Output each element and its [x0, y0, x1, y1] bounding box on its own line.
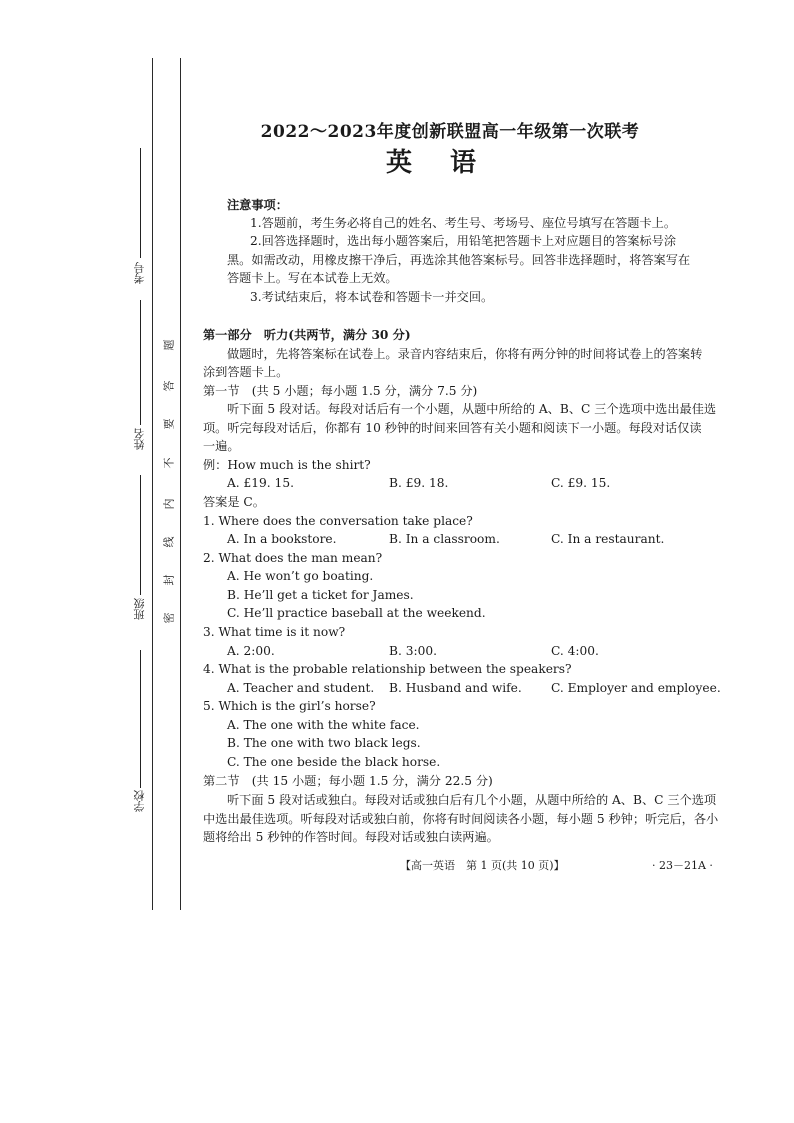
notice-line: 2.回答选择题时，选出每小题答案后，用铅笔把答题卡上对应题目的答案标号涂	[250, 234, 677, 248]
part-intro: 做题时，先将答案标在试卷上。录音内容结束后，你将有两分钟的时间将试卷上的答案转	[227, 347, 703, 361]
line-name	[140, 300, 141, 425]
margin-line-left	[152, 58, 153, 910]
part-heading: 第一部分 听力(共两节，满分 30 分)	[203, 328, 411, 342]
option-a: A. In a bookstore.	[227, 532, 337, 546]
section-instructions: 一遍。	[203, 439, 240, 453]
question: 2. What does the man mean?	[203, 551, 383, 565]
notice-line: 答题卡上。写在本试卷上无效。	[227, 271, 398, 285]
label-name: 姓名	[133, 428, 146, 450]
label-school: 学校	[133, 790, 146, 812]
seal-char: 题	[162, 339, 176, 351]
footer-page-info: 【高一英语 第 1 页(共 10 页)】	[400, 859, 565, 872]
seal-char: 不	[162, 457, 176, 469]
line-school	[140, 650, 141, 788]
exam-title: 2022～2023年度创新联盟高一年级第一次联考	[260, 122, 640, 142]
option-c: C. In a restaurant.	[551, 532, 665, 546]
seal-char: 内	[162, 498, 176, 510]
option-c: C. He’ll practice baseball at the weekend.	[227, 606, 486, 620]
option-c: C. Employer and employee.	[551, 681, 721, 695]
example-answer: 答案是 C。	[203, 495, 265, 509]
part-intro: 涂到答题卡上。	[203, 365, 289, 379]
section-instructions: 题将给出 5 秒钟的作答时间。每段对话或独白读两遍。	[203, 830, 499, 844]
option-b: B. Husband and wife.	[389, 681, 522, 695]
notice-line: 黑。如需改动，用橡皮擦干净后，再选涂其他答案标号。回答非选择题时，将答案写在	[227, 253, 691, 267]
option-c: C. £9. 15.	[551, 476, 611, 490]
seal-char: 要	[162, 418, 176, 430]
option-b: B. In a classroom.	[389, 532, 500, 546]
question: 5. Which is the girl’s horse?	[203, 699, 376, 713]
question: 3. What time is it now?	[203, 625, 346, 639]
line-class	[140, 475, 141, 595]
seal-char: 密	[162, 612, 176, 624]
section-heading: 第二节 (共 15 小题；每小题 1.5 分，满分 22.5 分)	[203, 774, 493, 788]
section-instructions: 中选出最佳选项。听每段对话或独白前，你将有时间阅读各小题，每小题 5 秒钟；听完后，各小	[203, 812, 719, 826]
option-a: A. £19. 15.	[227, 476, 294, 490]
notice-line: 1.答题前，考生务必将自己的姓名、考生号、考场号、座位号填写在答题卡上。	[250, 216, 677, 230]
question: 1. Where does the conversation take place?	[203, 514, 473, 528]
section-instructions: 项。听完每段对话后，你都有 10 秒钟的时间来回答有关小题和阅读下一小题。每段对话仅读	[203, 421, 702, 435]
option-a: A. 2:00.	[227, 644, 275, 658]
section-instructions: 听下面 5 段对话或独白。每段对话或独白后有几个小题，从题中所给的 A、B、C 三个选项	[227, 793, 717, 807]
footer-code: · 23－21A ·	[652, 859, 713, 872]
option-a: A. Teacher and student.	[227, 681, 375, 695]
seal-char: 封	[162, 574, 176, 586]
notice-line: 3.考试结束后，将本试卷和答题卡一并交回。	[250, 290, 494, 304]
option-c: C. The one beside the black horse.	[227, 755, 441, 769]
section-instructions: 听下面 5 段对话。每段对话后有一个小题，从题中所给的 A、B、C 三个选项中选出最佳选	[227, 402, 717, 416]
margin-line-right	[180, 58, 181, 910]
subject-title: 英语	[385, 148, 514, 178]
example-question: 例：How much is the shirt?	[203, 458, 371, 472]
option-a: A. He won’t go boating.	[227, 569, 374, 583]
notice-heading: 注意事项：	[227, 198, 288, 212]
option-b: B. 3:00.	[389, 644, 437, 658]
option-a: A. The one with the white face.	[227, 718, 420, 732]
seal-char: 答	[162, 380, 176, 392]
label-exam-number: 考号	[133, 262, 146, 284]
section-heading: 第一节 (共 5 小题；每小题 1.5 分，满分 7.5 分)	[203, 384, 478, 398]
option-c: C. 4:00.	[551, 644, 599, 658]
label-class: 班级	[133, 598, 146, 620]
option-b: B. The one with two black legs.	[227, 736, 421, 750]
option-b: B. £9. 18.	[389, 476, 449, 490]
question: 4. What is the probable relationship between the speakers?	[203, 662, 572, 676]
option-b: B. He’ll get a ticket for James.	[227, 588, 414, 602]
seal-char: 线	[162, 536, 176, 548]
